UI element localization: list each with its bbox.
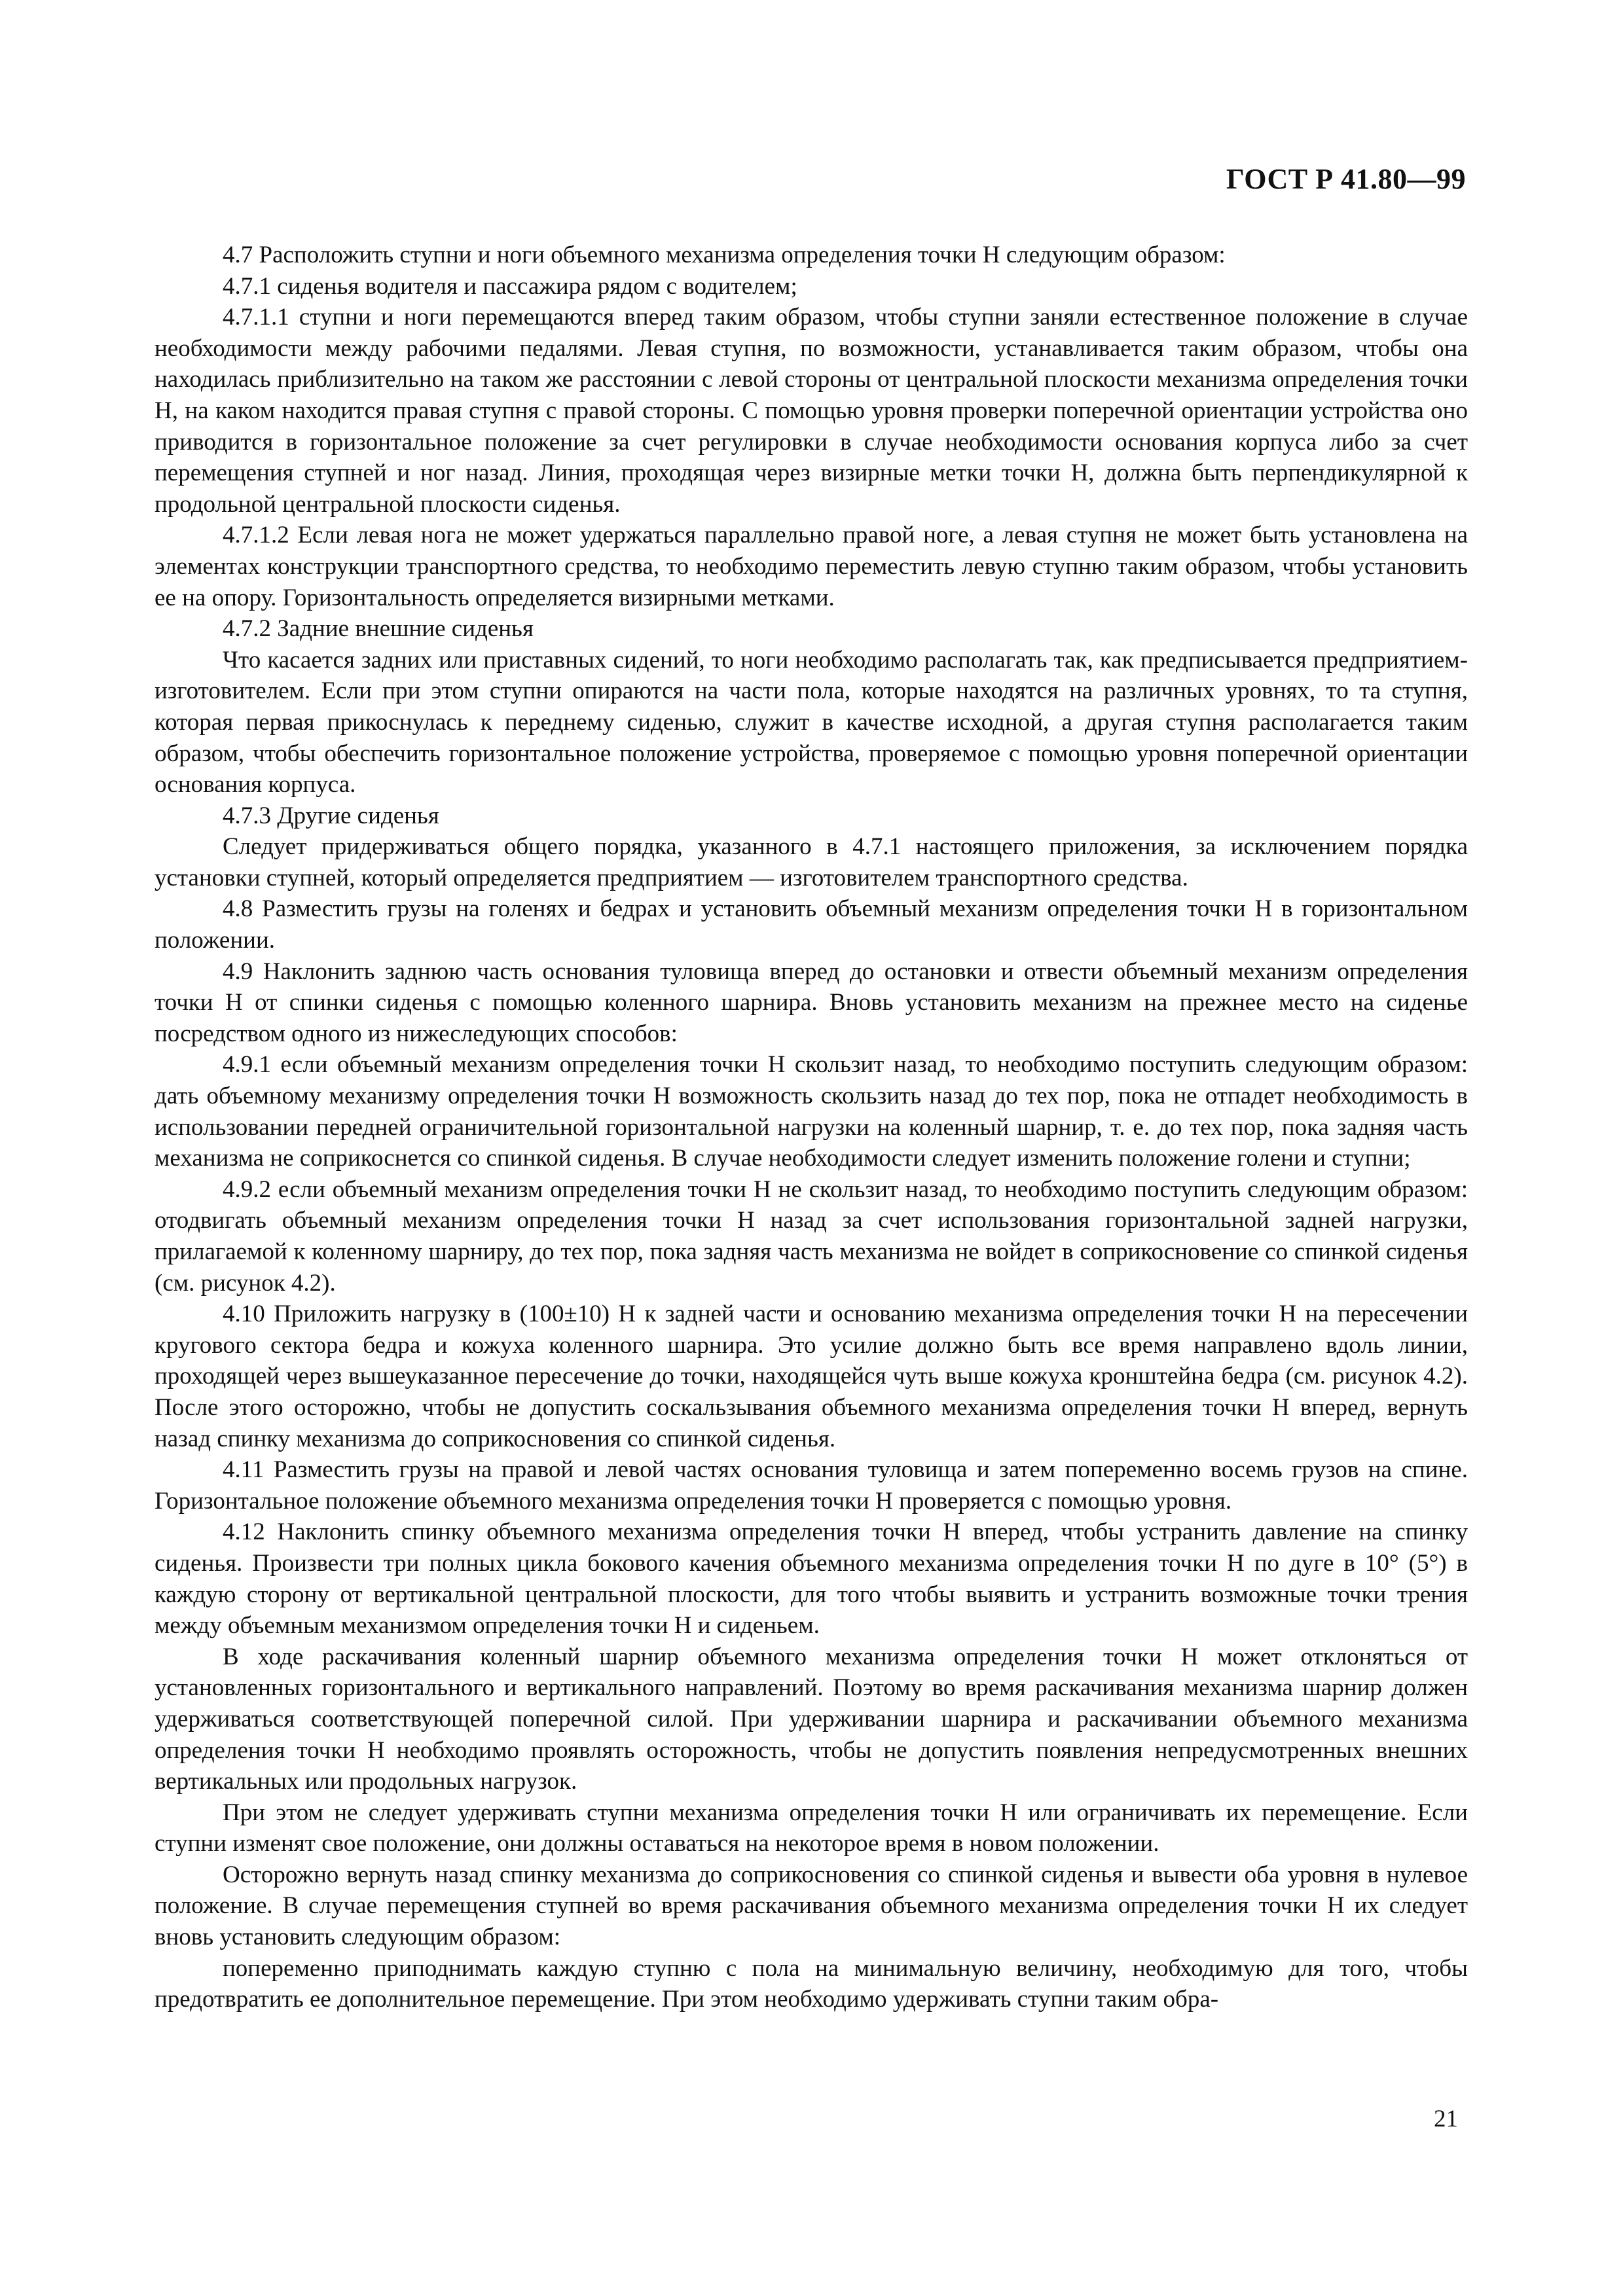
paragraph-4-9: 4.9 Наклонить заднюю часть основания туловища вперед до остановки и отвести объемный механизм определения точки H от спинки сиденья с помощью коленного шарнира. Вновь установить механизм на прежнее место на сиденье посредством одного из нижеследующих способов: [155, 958, 1468, 1047]
paragraph-4-9-2: 4.9.2 если объемный механизм определения точки H не скользит назад, то необходимо поступить следующим образом: отодвигать объемный механизм определения точки H назад за счет использования горизонтальной задней нагрузки, прилагаемой к коленному шарниру, до тех пор, пока задняя часть механизма не войдет в соприкосновение со спинкой сиденья (см. рисунок 4.2). [155, 1175, 1468, 1297]
paragraph-4-7-1-1: 4.7.1.1 ступни и ноги перемещаются вперед таким образом, чтобы ступни заняли естественное положение в случае необходимости между рабочими педалями. Левая ступня, по возможности, устанавливается таким образом, чтобы она находилась приблизительно на таком же расстоянии с левой стороны от центральной плоскости механизма определения точки H, на каком находится правая ступня с правой стороны. С помощью уровня проверки поперечной ориентации устройства оно приводится в горизонтальное положение за счет регулировки в случае необходимости основания корпуса либо за счет перемещения ступней и ног назад. Линия, проходящая через визирные метки точки H, должна быть перпендикулярной к продольной центральной плоскости сиденья. [155, 304, 1468, 518]
paragraph-4-7-3: 4.7.3 Другие сиденья [223, 802, 439, 829]
paragraph-rocking: В ходе раскачивания коленный шарнир объемного механизма определения точки H может отклоняться от установленных горизонтального и вертикального направлений. Поэтому во время раскачивания механизма шарнир должен удерживаться соответствующей поперечной силой. При удерживании шарнира и раскачивании объемного механизма определения точки H необходимо проявлять осторожность, чтобы не допустить появления непредусмотренных внешних вертикальных или продольных нагрузок. [155, 1643, 1468, 1795]
paragraph-4-11: 4.11 Разместить грузы на правой и левой частях основания туловища и затем попеременно восемь грузов на спине. Горизонтальное положение объемного механизма определения точки H проверяется с помощью уровня. [155, 1456, 1468, 1515]
paragraph-feet: При этом не следует удерживать ступни механизма определения точки H или ограничивать их перемещение. Если ступни изменят свое положение, они должны оставаться на некоторое время в новом положении. [155, 1799, 1468, 1857]
paragraph-other-seats: Следует придерживаться общего порядка, указанного в 4.7.1 настоящего приложения, за исключением порядка установки ступней, который определяется предприятием — изготовителем транспортного средства. [155, 833, 1468, 891]
paragraph-rear-seats: Что касается задних или приставных сидений, то ноги необходимо располагать так, как предписывается предприятием-изготовителем. Если при этом ступни опираются на части пола, которые находятся на различных уровнях, то та ступня, которая первая прикоснулась к переднему сиденью, служит в качестве исходной, а другая ступня располагается таким образом, чтобы обеспечить горизонтальное положение устройства, проверяемое с помощью уровня поперечной ориентации основания корпуса. [155, 646, 1468, 798]
paragraph-4-7: 4.7 Расположить ступни и ноги объемного механизма определения точки H следующим образом: [223, 242, 1226, 268]
paragraph-4-8: 4.8 Разместить грузы на голенях и бедрах и установить объемный механизм определения точки H в горизонтальном положении. [155, 895, 1468, 954]
paragraph-4-7-1: 4.7.1 сиденья водителя и пассажира рядом с водителем; [223, 272, 797, 300]
page-number: 21 [1434, 2106, 1458, 2132]
paragraph-4-9-1: 4.9.1 если объемный механизм определения точки H скользит назад, то необходимо поступить следующим образом: дать объемному механизму определения точки H возможность скользить назад до тех пор, пока не отпадет необходимость в использовании передней ограничительной горизонтальной нагрузки на коленный шарнир, т. е. до тех пор, пока задняя часть механизма не соприкоснется со спинкой сиденья. В случае необходимости следует изменить положение голени и ступни; [155, 1051, 1468, 1172]
paragraph-4-7-2: 4.7.2 Задние внешние сиденья [223, 615, 534, 643]
paragraph-4-10: 4.10 Приложить нагрузку в (100±10) H к задней части и основанию механизма определения точки H на пересечении кругового сектора бедра и кожуха коленного шарнира. Это усилие должно быть все время направлено вдоль линии, проходящей через вышеуказанное пересечение до точки, находящейся чуть выше кожуха кронштейна бедра (см. рисунок 4.2). После этого осторожно, чтобы не допустить соскальзывания объемного механизма определения точки H вперед, вернуть назад спинку механизма до соприкосновения со спинкой сиденья. [155, 1300, 1468, 1452]
document-body [155, 240, 1468, 2015]
paragraph-4-12: 4.12 Наклонить спинку объемного механизма определения точки H вперед, чтобы устранить давление на спинку сиденья. Произвести три полных цикла бокового качения объемного механизма определения точки H по дуге в 10° (5°) в каждую сторону от вертикальной центральной плоскости, для того чтобы выявить и устранить возможные точки трения между объемным механизмом определения точки H и сиденьем. [155, 1518, 1468, 1640]
paragraph-4-7-1-2: 4.7.1.2 Если левая нога не может удержаться параллельно правой ноге, а левая ступня не может быть установлена на элементах конструкции транспортного средства, то необходимо переместить левую ступню таким образом, чтобы установить ее на опору. Горизонтальность определяется визирными метками. [155, 522, 1468, 611]
paragraph-return-back: Осторожно вернуть назад спинку механизма до соприкосновения со спинкой сиденья и вывести оба уровня в нулевое положение. В случае перемещения ступней во время раскачивания объемного механизма определения точки H их следует вновь установить следующим образом: [155, 1861, 1468, 1951]
document-code-header: ГОСТ Р 41.80—99 [1226, 163, 1466, 195]
paragraph-alternately-lift: попеременно приподнимать каждую ступню с пола на минимальную величину, необходимую для того, чтобы предотвратить ее дополнительное перемещение. При этом необходимо удерживать ступни таким обра- [155, 1954, 1468, 2013]
